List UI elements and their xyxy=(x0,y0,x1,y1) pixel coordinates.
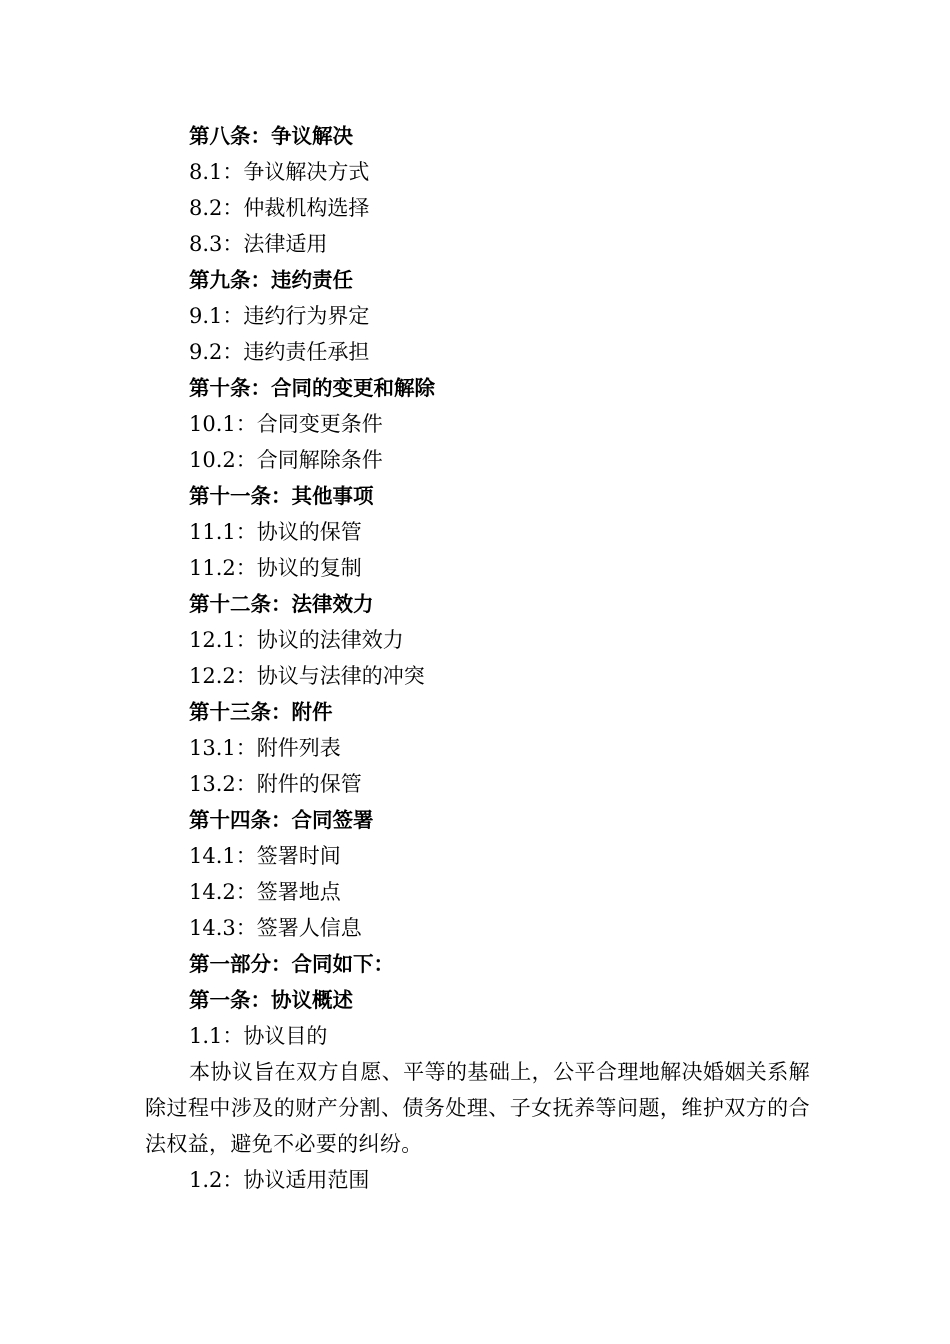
clause-12-2: 12.2：协议与法律的冲突 xyxy=(189,664,425,688)
clause-14-1: 14.1：签署时间 xyxy=(189,844,341,868)
clause-13-1: 13.1：附件列表 xyxy=(189,736,341,760)
article-12-heading: 第十二条：法律效力 xyxy=(189,592,374,616)
article-8-heading: 第八条：争议解决 xyxy=(189,124,353,148)
clause-11-2: 11.2：协议的复制 xyxy=(189,556,362,580)
clause-9-2: 9.2：违约责任承担 xyxy=(189,340,370,364)
clause-14-3: 14.3：签署人信息 xyxy=(189,916,362,940)
clause-9-1: 9.1：违约行为界定 xyxy=(189,304,370,328)
clause-8-2: 8.2：仲裁机构选择 xyxy=(189,196,370,220)
clause-10-2: 10.2：合同解除条件 xyxy=(189,448,383,472)
clause-12-1: 12.1：协议的法律效力 xyxy=(189,628,404,652)
document-body xyxy=(145,118,810,1198)
clause-1-1-paragraph: 本协议旨在双方自愿、平等的基础上，公平合理地解决婚姻关系解除过程中涉及的财产分割、债务处理、子女抚养等问题，维护双方的合法权益，避免不必要的纠纷。 xyxy=(145,1060,810,1156)
article-11-heading: 第十一条：其他事项 xyxy=(189,484,374,508)
clause-13-2: 13.2：附件的保管 xyxy=(189,772,362,796)
article-1-heading: 第一条：协议概述 xyxy=(189,988,353,1012)
clause-8-1: 8.1：争议解决方式 xyxy=(189,160,370,184)
article-9-heading: 第九条：违约责任 xyxy=(189,268,353,292)
part-1-heading: 第一部分：合同如下： xyxy=(189,952,394,976)
clause-10-1: 10.1：合同变更条件 xyxy=(189,412,383,436)
clause-8-3: 8.3：法律适用 xyxy=(189,232,328,256)
article-14-heading: 第十四条：合同签署 xyxy=(189,808,374,832)
article-13-heading: 第十三条：附件 xyxy=(189,700,333,724)
article-10-heading: 第十条：合同的变更和解除 xyxy=(189,376,435,400)
clause-1-2: 1.2：协议适用范围 xyxy=(189,1168,370,1192)
clause-1-1: 1.1：协议目的 xyxy=(189,1024,328,1048)
clause-14-2: 14.2：签署地点 xyxy=(189,880,341,904)
clause-11-1: 11.1：协议的保管 xyxy=(189,520,362,544)
